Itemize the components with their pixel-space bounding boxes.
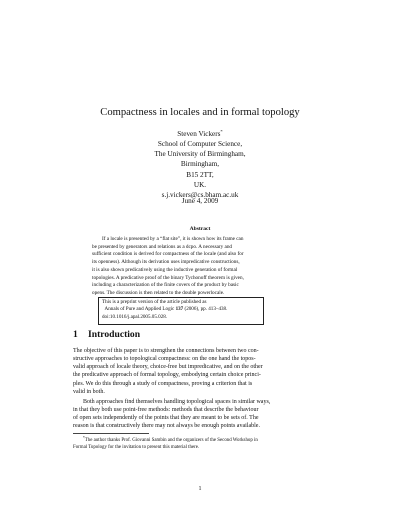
paragraph-line: valid approach of locale theory, choice-free but impredicative, and on the other xyxy=(73,364,263,371)
affiliation-line: The University of Birmingham, xyxy=(154,150,246,159)
author-name: Steven Vickers xyxy=(177,129,221,138)
paper-title: Compactness in locales and in formal topology xyxy=(100,107,300,118)
journal-pages: (2006), pp. 413–438. xyxy=(183,306,228,313)
paragraph-line: reason is that constructively there may not always be enough points available. xyxy=(73,423,260,430)
paragraph-line: The objective of this paper is to strengthen the connections between two con- xyxy=(73,348,259,354)
affiliation-line: School of Computer Science, xyxy=(157,140,243,148)
author-block xyxy=(0,127,400,200)
journal-name: Annals of Pure and Applied Logic xyxy=(104,306,176,313)
abstract-line: If a locale is presented by a “flat site”, it is shown how its frame can xyxy=(102,236,244,242)
abstract-line: sufficient condition is derived for compactness of the locale (and also for xyxy=(92,251,244,258)
abstract-line: its openness). Although its derivation uses impredicative constructions, xyxy=(92,259,240,266)
abstract-line: be presented by generators and relations as a dcpo. A necessary and xyxy=(92,243,233,250)
paragraph-line: in that they both use point-free methods: methods that describe the behaviour xyxy=(73,407,259,414)
paragraph-line: Both approaches find themselves handling topological spaces in similar ways, xyxy=(83,399,271,405)
preprint-notice-box xyxy=(98,297,264,325)
preprint-doi: doi:10.1016/j.apal.2005.05.028. xyxy=(102,313,168,320)
abstract-text xyxy=(92,236,306,267)
preprint-line: This is a preprint version of the article published as xyxy=(102,299,207,305)
abstract-heading: Abstract xyxy=(189,226,211,232)
affiliation-line: Birmingham, xyxy=(180,160,220,169)
author-name-line xyxy=(0,127,400,139)
footnote-line xyxy=(73,435,331,444)
footnote-mark: * xyxy=(83,436,85,440)
journal-volume: 137 xyxy=(175,306,184,313)
affiliation-line: UK. xyxy=(193,180,207,189)
section-title: Introduction xyxy=(88,329,141,340)
footnote-rule xyxy=(73,433,149,434)
footnote-text: The author thanks Prof. Giovanni Sambin and the organizers of the Second Workshop in xyxy=(84,437,258,443)
section-heading xyxy=(73,329,140,340)
affiliation-line: B15 2TT, xyxy=(186,170,214,179)
author-footnote-mark: * xyxy=(220,129,223,134)
intro-paragraph-1 xyxy=(73,347,331,396)
author-email: s.j.vickers@cs.bham.ac.uk xyxy=(161,191,239,200)
paragraph-line: of open sets independently of the points that they are meant to be sets of. The xyxy=(73,415,259,422)
abstract-line: including a characterization of the finite covers of the product by basic xyxy=(92,282,239,289)
abstract-line: opens. The discussion is then related to the double powerlocale. xyxy=(92,289,225,296)
paragraph-line: valid in both. xyxy=(73,388,105,395)
section-number: 1 xyxy=(73,329,78,340)
preprint-citation xyxy=(102,306,260,313)
paragraph-line: the predicative approach of formal topology, embodying certain choice princi- xyxy=(73,372,261,379)
abstract-line: it is also shown predicatively using the inductive generation of formal xyxy=(92,266,238,273)
abstract-lines-rest xyxy=(92,267,306,298)
abstract-line: topologies. A predicative proof of the binary Tychonoff theorem is given, xyxy=(92,274,244,281)
paragraph-line: ples. We do this through a study of compactness, proving a criterion that is xyxy=(73,380,253,387)
paragraph-line: structive approaches to topological compactness: on the one hand the topos- xyxy=(73,356,256,363)
footnote xyxy=(73,435,331,451)
paper-date: June 4, 2009 xyxy=(181,197,219,205)
footnote-line: Formal Topology for the invitation to present this material there. xyxy=(73,444,200,450)
intro-paragraph-2 xyxy=(73,398,331,431)
page-number: 1 xyxy=(198,486,202,492)
